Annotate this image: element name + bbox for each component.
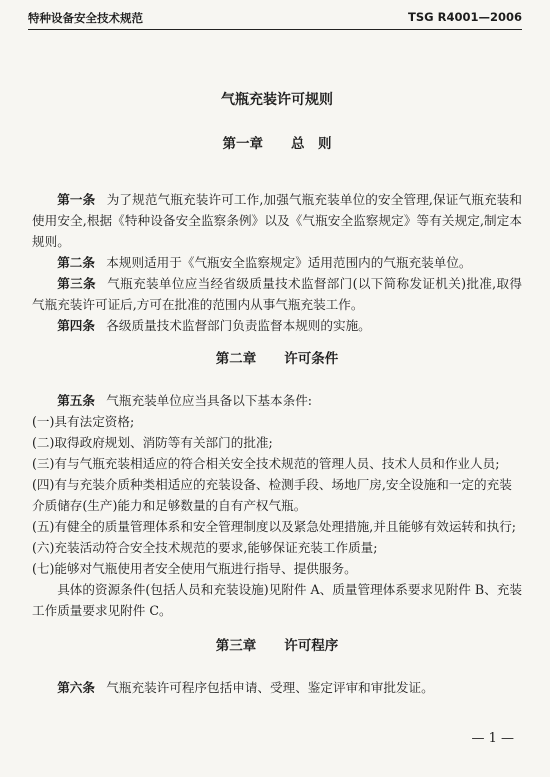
article-label: 第五条 (57, 393, 95, 408)
chapter-name: 许可条件 (284, 351, 339, 367)
chapter-number: 第三章 (215, 638, 257, 654)
header-rule (28, 29, 522, 30)
chapter-name: 许可程序 (284, 638, 339, 654)
condition-item-2: (二)取得政府规划、消防等有关部门的批准; (32, 435, 273, 450)
article-text: 气瓶充装许可程序包括申请、受理、鉴定评审和审批发证。 (106, 680, 434, 695)
condition-item-7: (七)能够对气瓶使用者安全使用气瓶进行指导、提供服务。 (32, 561, 357, 576)
article-text: 气瓶充装单位应当具备以下基本条件: (106, 393, 313, 408)
chapter-1-heading (32, 134, 522, 155)
article-text: 为了规范气瓶充装许可工作,加强气瓶充装单位的安全管理,保证气瓶充装和使用安全,根据《特种设备安全监察条例》以及《气瓶安全监察规定》等有关规定,制定本规则。 (32, 192, 522, 249)
chapter-name: 总 则 (291, 136, 332, 152)
article-3 (32, 273, 522, 315)
page-number: — 1 — (471, 731, 514, 746)
page-header (28, 10, 522, 26)
article-label: 第一条 (57, 192, 96, 207)
document-title: 气瓶充装许可规则 (221, 92, 333, 108)
article-text: 各级质量技术监督部门负责监督本规则的实施。 (106, 318, 371, 333)
article-text: 气瓶充装单位应当经省级质量技术监督部门(以下简称发证机关)批准,取得气瓶充装许可证后,方可在批准的范围内从事气瓶充装工作。 (32, 276, 523, 312)
article-1 (32, 189, 522, 252)
article-text: 本规则适用于《气瓶安全监察规定》适用范围内的气瓶充装单位。 (106, 255, 472, 270)
header-left: 特种设备安全技术规范 (28, 11, 143, 25)
article-4 (32, 315, 522, 336)
header-right: TSG R4001—2006 (408, 10, 522, 24)
chapter-number: 第二章 (215, 351, 257, 367)
annex-note: 具体的资源条件(包括人员和充装设施)见附件 A、质量管理体系要求见附件 B、充装工作质量要求见附件 C。 (32, 582, 522, 618)
condition-item-3: (三)有与气瓶充装相适应的符合相关安全技术规范的管理人员、技术人员和作业人员; (32, 456, 500, 471)
condition-item-6: (六)充装活动符合安全技术规范的要求,能够保证充装工作质量; (32, 540, 378, 555)
document-body (32, 90, 522, 698)
article-6 (32, 677, 522, 698)
condition-item-5: (五)有健全的质量管理体系和安全管理制度以及紧急处理措施,并且能够有效运转和执行; (32, 519, 517, 534)
chapter-3-heading (32, 636, 522, 657)
chapter-number: 第一章 (222, 136, 263, 152)
article-2 (32, 252, 522, 273)
condition-item-1: (一)具有法定资格; (32, 414, 135, 429)
article-5 (32, 390, 522, 411)
article-label: 第三条 (57, 276, 96, 291)
chapter-2-heading (32, 349, 522, 370)
article-label: 第二条 (57, 255, 95, 270)
article-label: 第四条 (57, 318, 95, 333)
article-label: 第六条 (57, 680, 95, 695)
condition-item-4: (四)有与充装介质种类相适应的充装设备、检测手段、场地厂房,安全设施和一定的充装介质储存(生产)能力和足够数量的自有产权气瓶。 (32, 477, 512, 513)
